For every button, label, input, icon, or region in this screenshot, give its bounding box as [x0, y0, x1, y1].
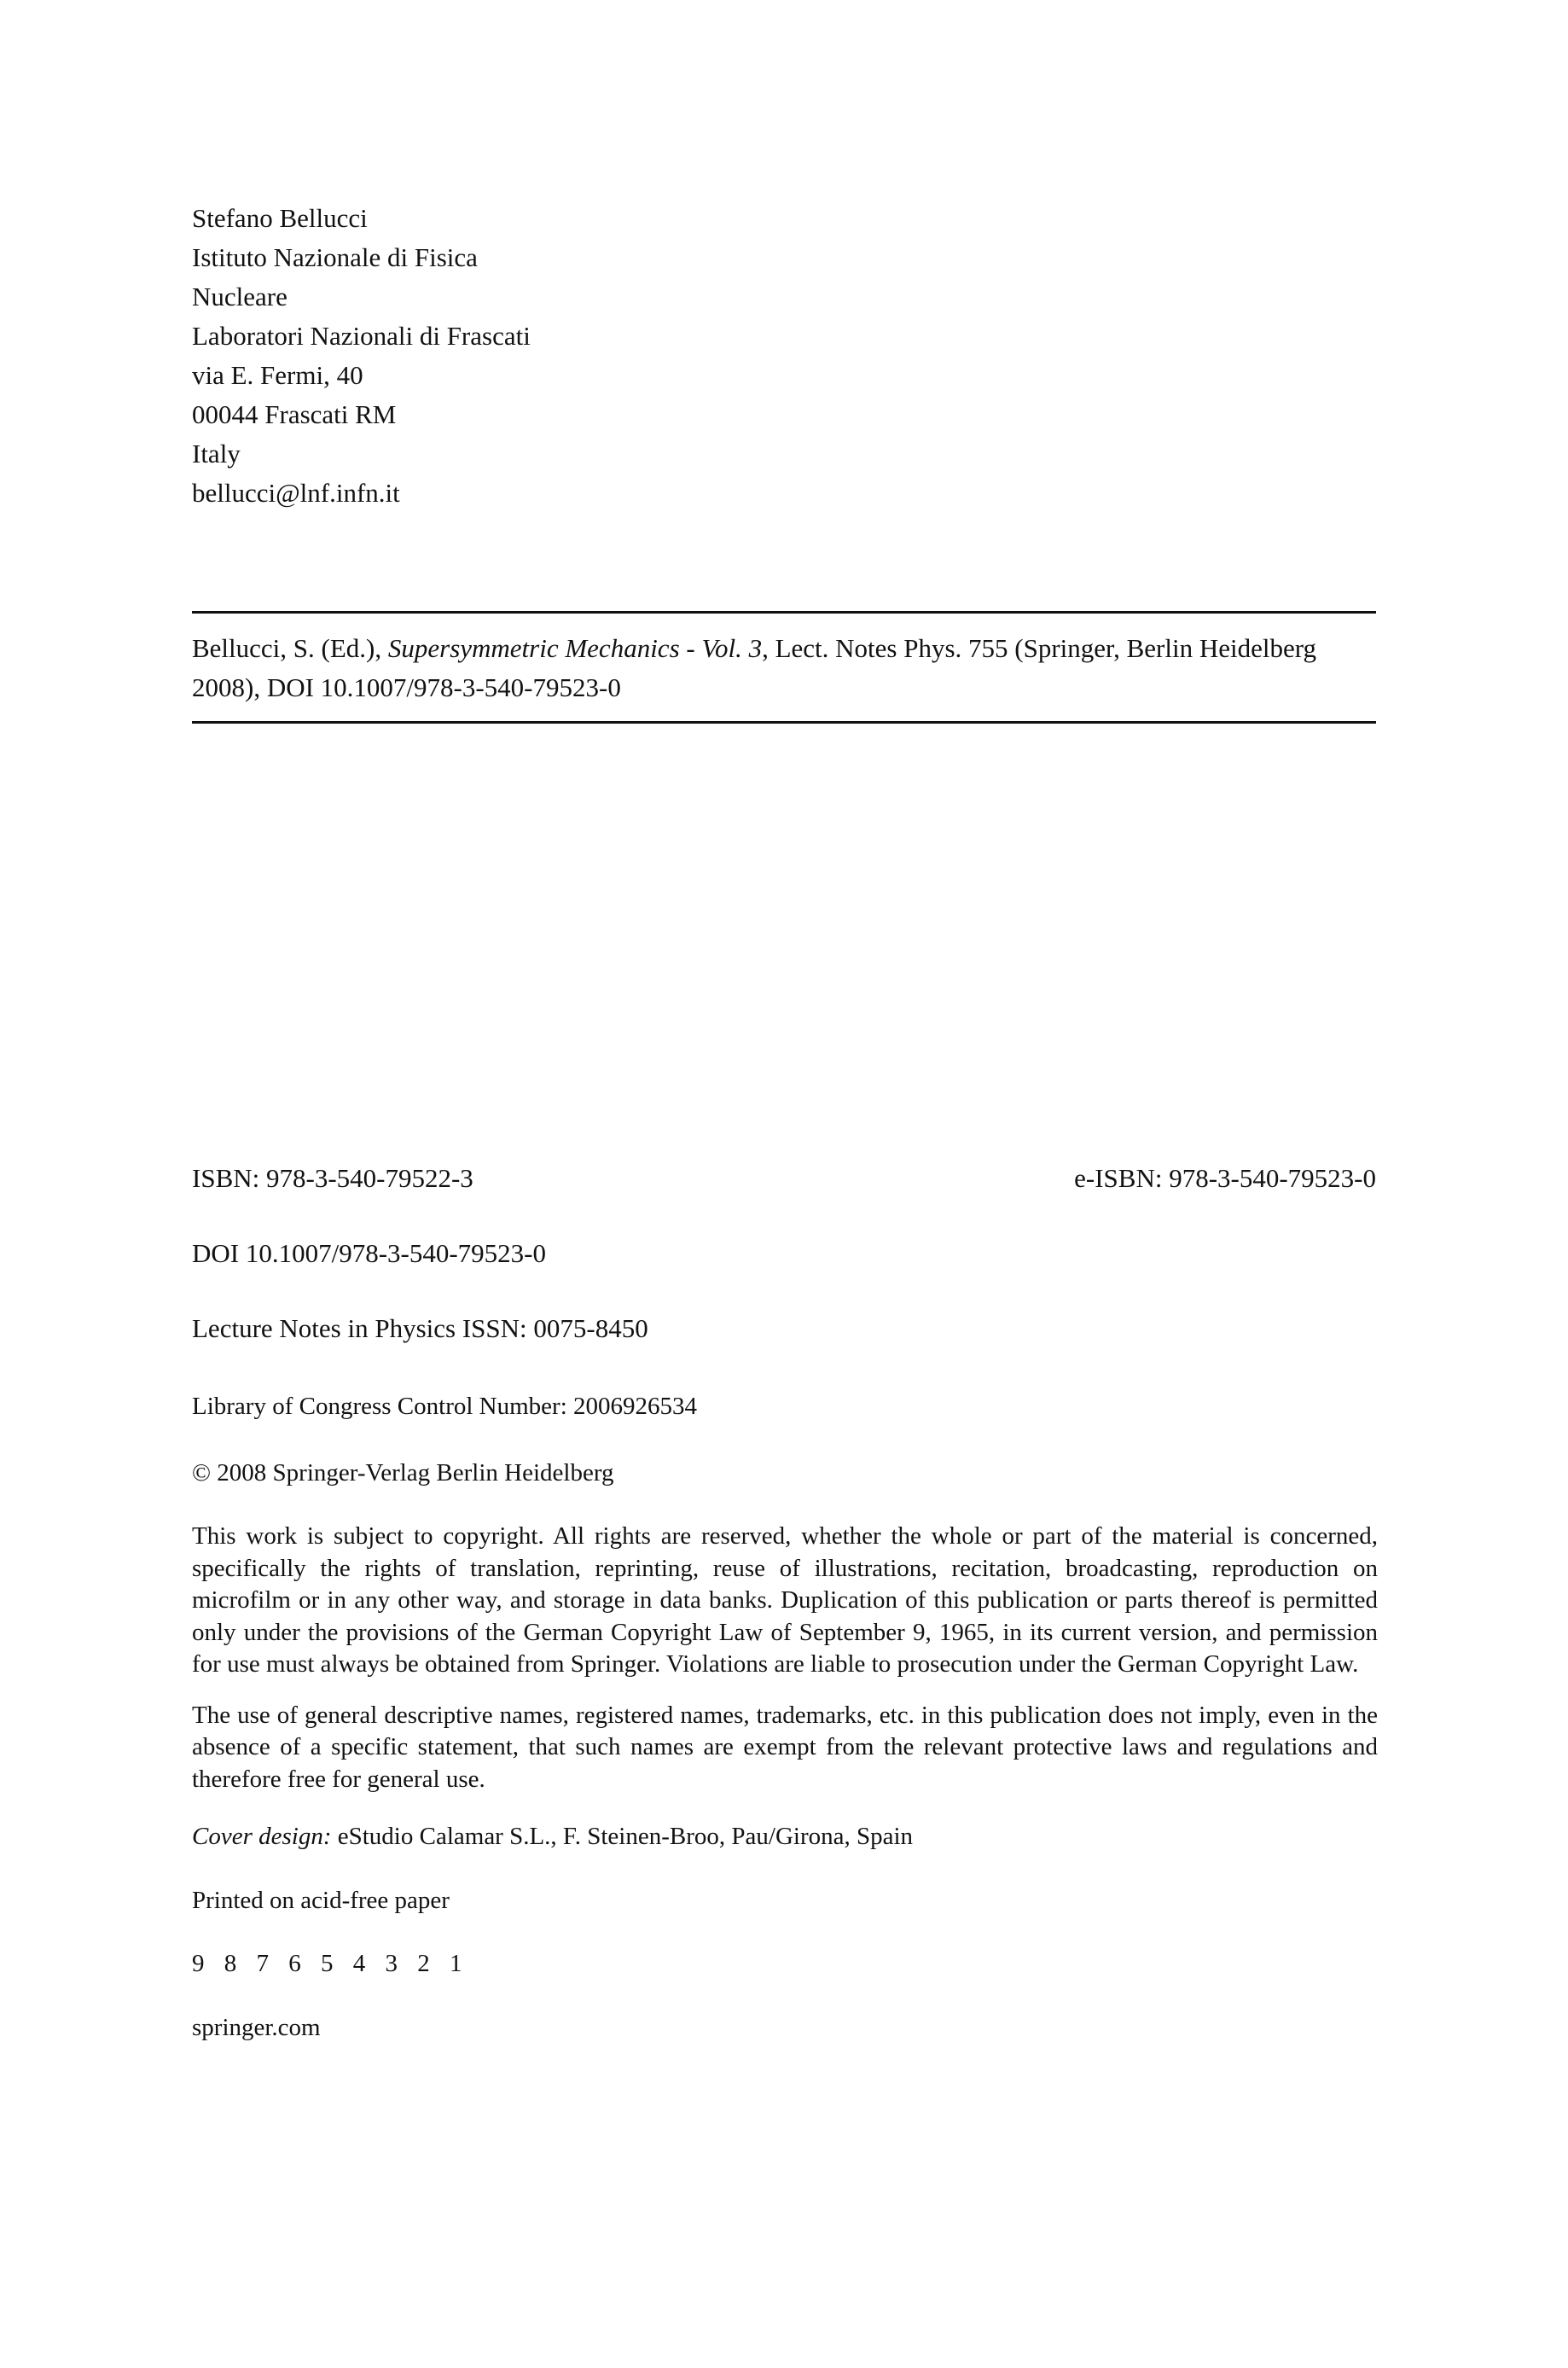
address-line-name: Stefano Bellucci [192, 203, 368, 233]
address-line-country: Italy [192, 439, 241, 468]
issn-line: Lecture Notes in Physics ISSN: 0075-8450 [192, 1313, 648, 1343]
print-run-line: 9 8 7 6 5 4 3 2 1 [192, 1950, 462, 1977]
copyright-line: © 2008 Springer-Verlag Berlin Heidelberg [192, 1459, 614, 1487]
author-address-block [192, 199, 531, 513]
address-line-laboratory: Laboratori Nazionali di Frascati [192, 321, 531, 351]
citation-book-title: Supersymmetric Mechanics - Vol. 3 [387, 633, 763, 663]
citation-block [192, 611, 1376, 724]
bottom-rule [192, 721, 1376, 724]
citation-text [192, 614, 1376, 721]
eisbn-value: e-ISBN: 978-3-540-79523-0 [1074, 1163, 1376, 1193]
address-line-institute-2: Nucleare [192, 282, 287, 311]
cover-design-text: eStudio Calamar S.L., F. Steinen-Broo, Pau/Girona, Spain [337, 1823, 914, 1850]
legal-paragraph-1: This work is subject to copyright. All rights are reserved, whether the whole or part of the material is concerned, specifically the rights of translation, reprinting, reuse of illustrations, recitation, broadcasting, reproduction on microfilm or in any other way, and storage in data banks. Duplication of this publication or parts thereof is permitted only under the provisions of the German Copyright Law of September 9, 1965, in its current version, and permission for use must always be obtained from Springer. Violations are liable to prosecution under the German Copyright Law. [192, 1522, 1378, 1678]
printed-line: Printed on acid-free paper [192, 1886, 450, 1914]
cover-design-label: Cover design: [192, 1823, 332, 1850]
citation-suffix: , Lect. Notes Phys. 755 (Springer, Berlin Heidelberg 2008), DOI 10.1007/978-3-540-79523-0 [192, 633, 1317, 702]
lccn-line: Library of Congress Control Number: 2006926534 [192, 1393, 698, 1420]
legal-colophon-block [192, 1521, 1378, 2044]
address-line-email: bellucci@lnf.infn.it [192, 478, 400, 508]
isbn-value: ISBN: 978-3-540-79522-3 [192, 1163, 473, 1193]
citation-prefix: Bellucci, S. (Ed.), [192, 633, 388, 663]
address-line-institute: Istituto Nazionale di Fisica [192, 242, 478, 272]
cover-design-line [192, 1821, 1378, 1853]
address-line-city: 00044 Frascati RM [192, 399, 397, 429]
isbn-row [192, 1162, 1376, 1195]
legal-paragraph-2: The use of general descriptive names, registered names, trademarks, etc. in this publication does not imply, even in the absence of a specific statement, that such names are exempt from the relevant protective laws and regulations and therefore free for general use. [192, 1701, 1378, 1793]
doi-line: DOI 10.1007/978-3-540-79523-0 [192, 1238, 547, 1268]
address-line-street: via E. Fermi, 40 [192, 360, 363, 390]
publisher-website: springer.com [192, 2013, 321, 2041]
